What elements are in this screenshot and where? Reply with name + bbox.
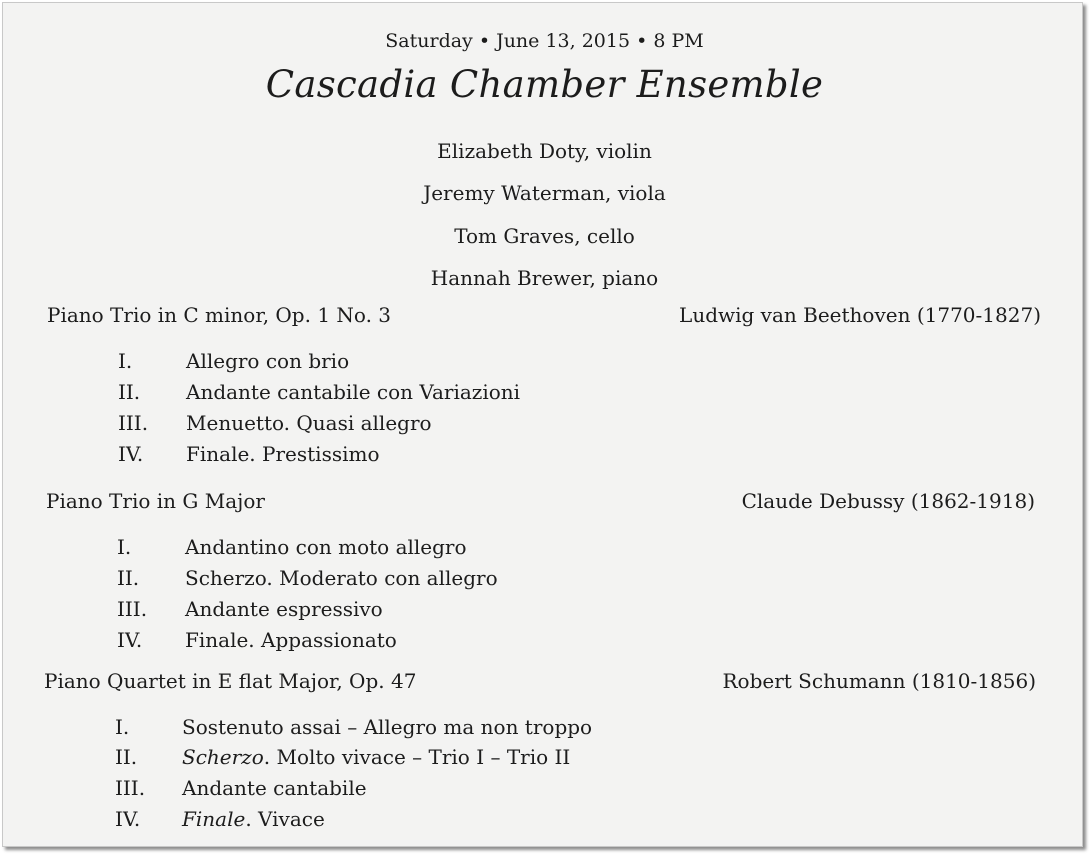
movement-name: [182, 745, 570, 769]
movement-number: I.: [118, 349, 133, 373]
movement-number: III.: [117, 597, 148, 621]
movement-name: [182, 807, 325, 831]
movement-name: Allegro con brio: [186, 349, 350, 373]
movement-name: Finale. Prestissimo: [186, 442, 380, 466]
movement-name-rest: . Molto vivace – Trio I – Trio II: [263, 745, 571, 769]
movement-name: Scherzo. Moderato con allegro: [185, 566, 498, 590]
movement-number: II.: [117, 566, 140, 590]
work-title: Piano Trio in C minor, Op. 1 No. 3: [47, 303, 392, 327]
movement-name: Andantino con moto allegro: [185, 535, 467, 559]
movement-name: Andante cantabile: [182, 776, 367, 800]
movement-name-rest: . Vivace: [245, 807, 325, 831]
movement-name-italic: Finale: [182, 807, 246, 831]
work-title: Piano Trio in G Major: [46, 489, 265, 513]
work-composer: Robert Schumann (1810-1856): [722, 669, 1036, 693]
concert-date: Saturday • June 13, 2015 • 8 PM: [385, 30, 704, 52]
movement-number: III.: [118, 411, 149, 435]
movement-number: II.: [115, 745, 138, 769]
movement-name-italic: Scherzo: [182, 745, 264, 769]
movement-number: I.: [115, 715, 130, 739]
performer-cello: Tom Graves, cello: [454, 224, 635, 248]
movement-name: Finale. Appassionato: [185, 628, 397, 652]
work-composer: Ludwig van Beethoven (1770-1827): [679, 303, 1041, 327]
movement-number: II.: [118, 380, 141, 404]
performer-violin: Elizabeth Doty, violin: [437, 139, 652, 163]
movement-number: IV.: [115, 807, 141, 831]
movement-name: Andante espressivo: [185, 597, 383, 621]
movement-name: Andante cantabile con Variazioni: [186, 380, 521, 404]
movement-name: Menuetto. Quasi allegro: [186, 411, 432, 435]
movement-number: III.: [115, 776, 146, 800]
performer-piano: Hannah Brewer, piano: [430, 266, 659, 290]
performer-viola: Jeremy Waterman, viola: [423, 181, 666, 205]
work-composer: Claude Debussy (1862-1918): [741, 489, 1035, 513]
movement-number: IV.: [118, 442, 144, 466]
ensemble-title: Cascadia Chamber Ensemble: [265, 63, 824, 106]
movement-number: I.: [117, 535, 132, 559]
movement-name: Sostenuto assai – Allegro ma non troppo: [182, 715, 593, 739]
movement-number: IV.: [117, 628, 143, 652]
work-title: Piano Quartet in E flat Major, Op. 47: [44, 669, 417, 693]
